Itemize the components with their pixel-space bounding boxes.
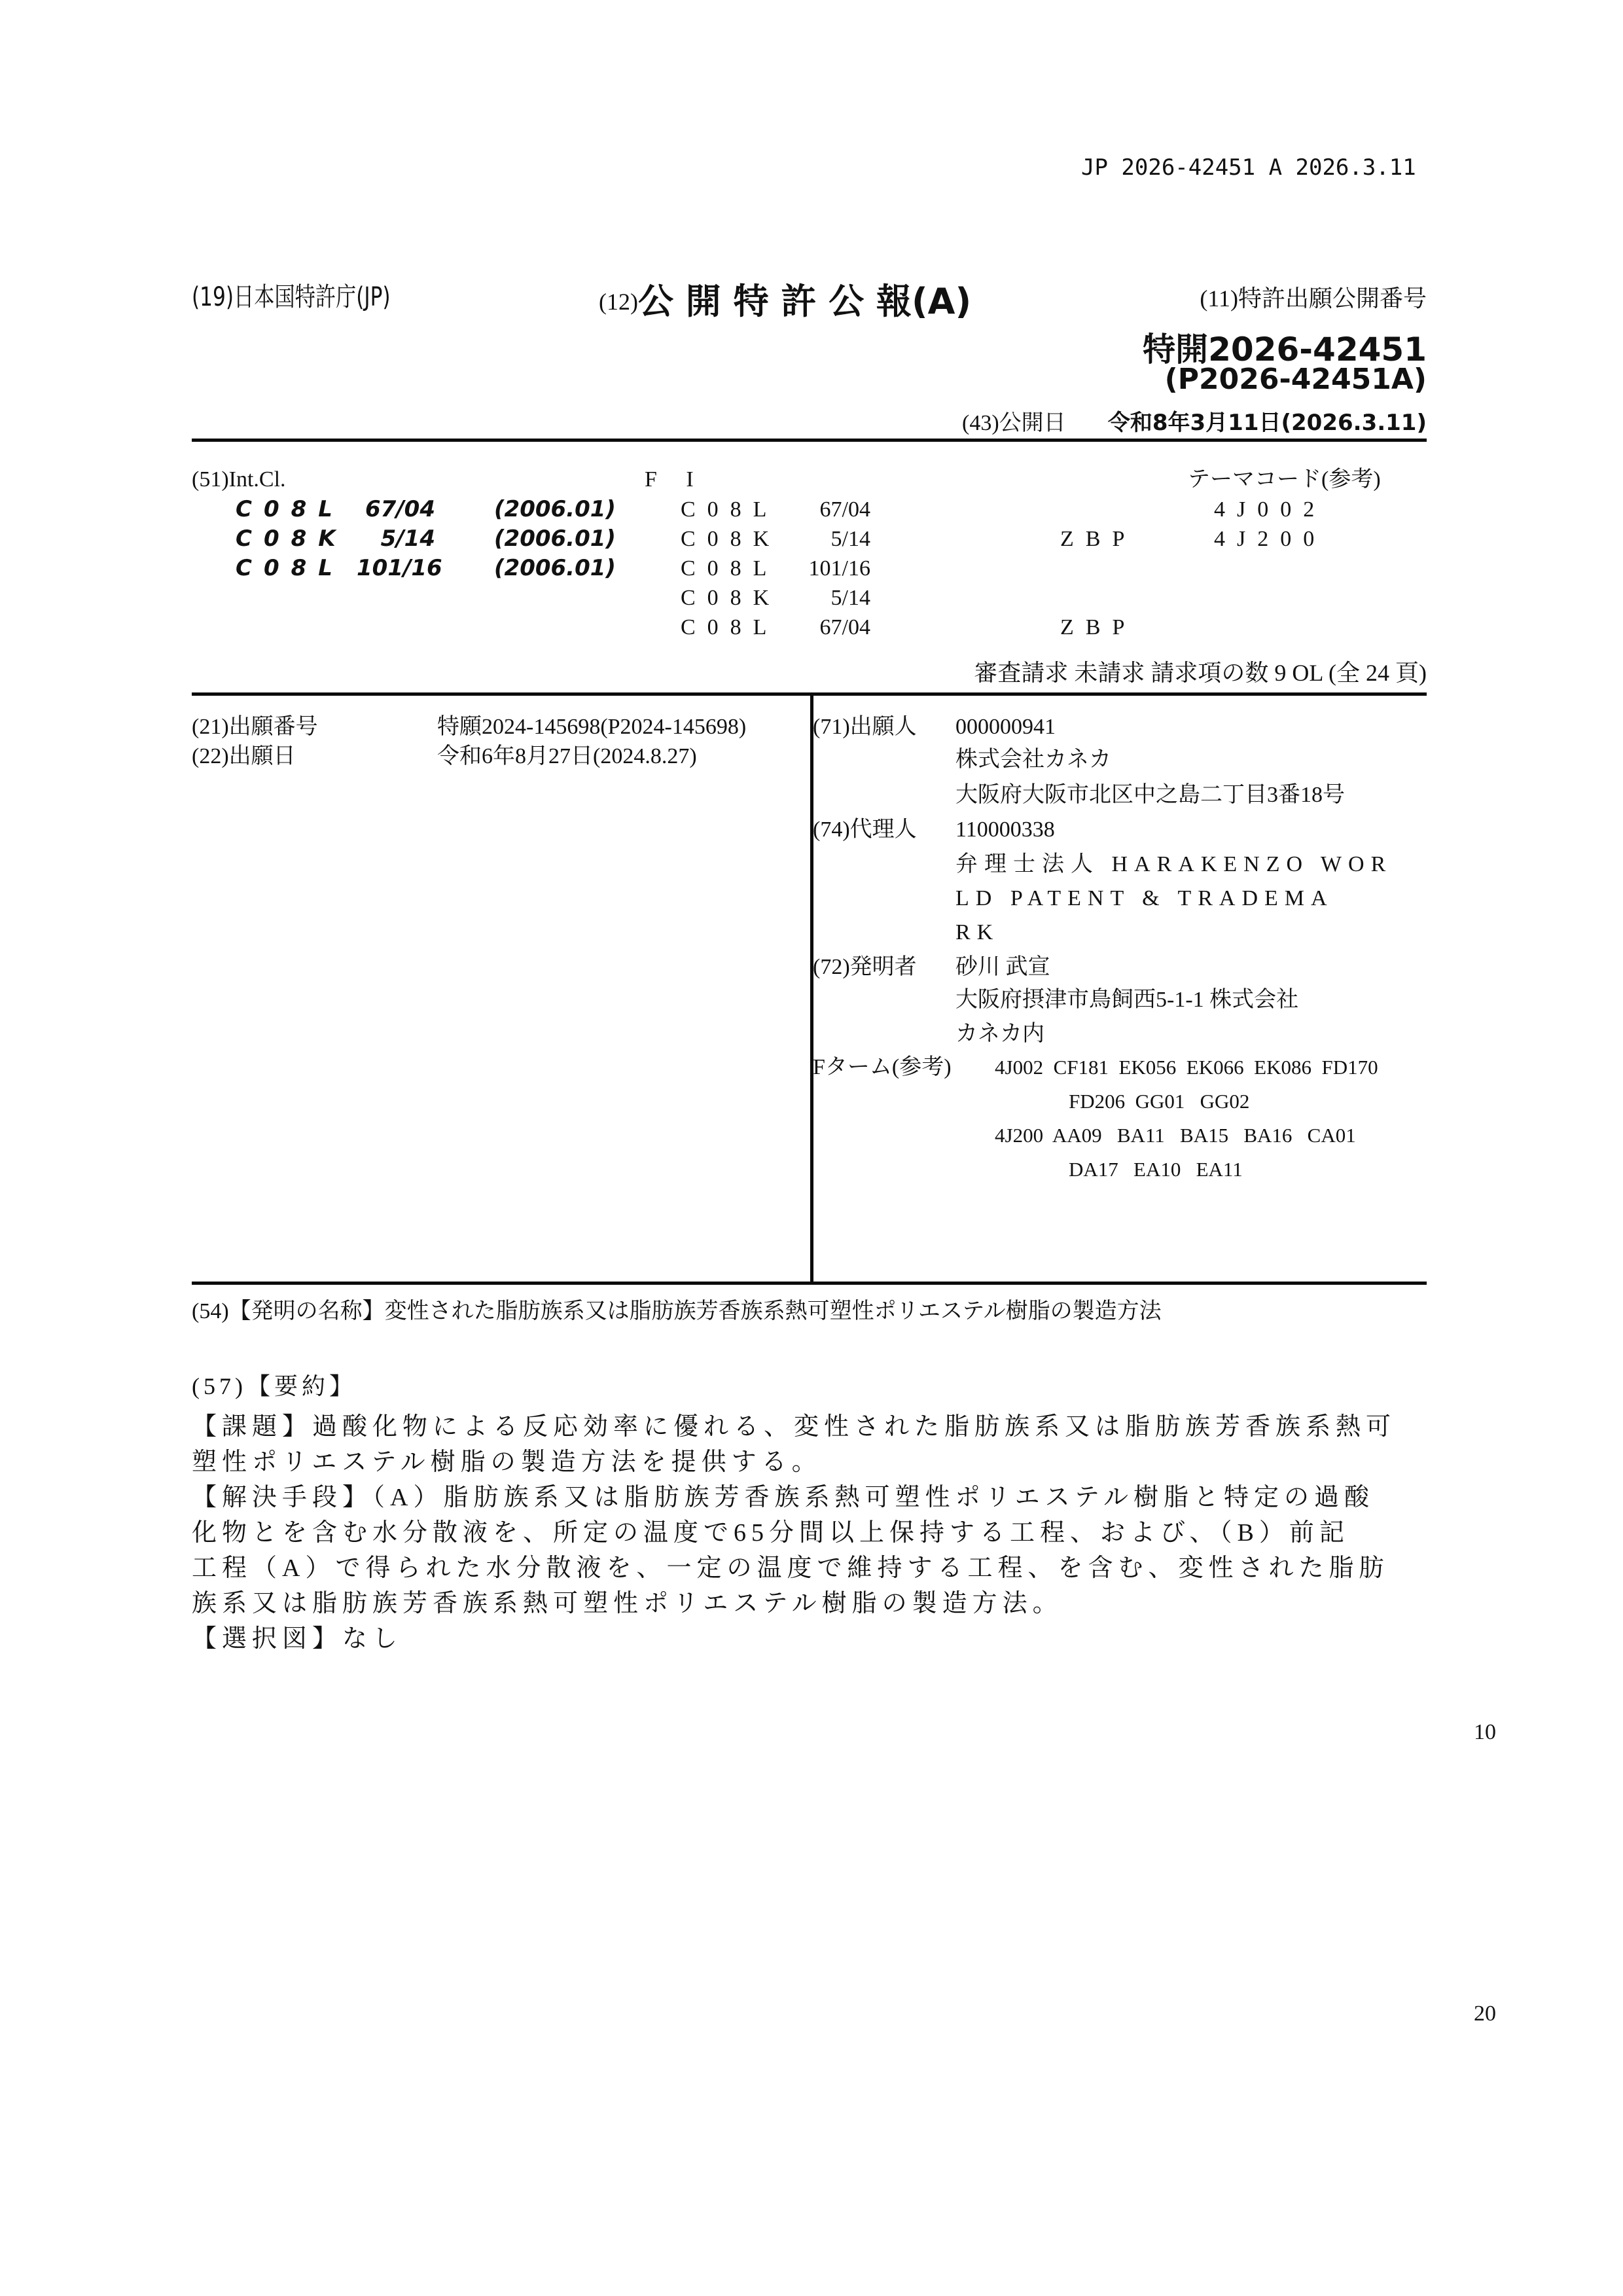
intcl-label: (51)Int.Cl. [192,467,286,492]
abstract-line: 族系又は脂肪族芳香族系熱可塑性ポリエステル樹脂の製造方法。 [192,1590,1063,1617]
fterm-line: FD206 GG01 GG02 [1069,1090,1250,1113]
rule-top [192,439,1427,442]
applicant-code: 000000941 [955,715,1056,739]
abstract-line: 【解決手段】（A）脂肪族系又は脂肪族芳香族系熱可塑性ポリエステル樹脂と特定の過酸 [192,1484,1375,1511]
abstract-heading: (57)【要約】 [192,1373,357,1399]
intcl-code: C08K [236,526,348,552]
agent-name-line: RK [955,920,1000,944]
abstract-line: 【選択図】なし [192,1625,403,1653]
theme-code-label: テーマコード(参考) [1188,467,1381,492]
invention-title [192,1293,1162,1325]
fi-group: 67/04 [819,615,870,639]
invention-title-label: (54)【発明の名称】 [192,1299,385,1323]
agent-label: (74)代理人 [813,817,917,842]
intcl-code: C08L [236,496,344,522]
publication-number-alt: (P2026-42451A) [1164,363,1427,396]
fterm-line: DA17 EA10 EA11 [1069,1158,1243,1181]
fi-label: F I [645,467,705,492]
rule-middle [192,692,1427,696]
fi-code: C08L [681,615,779,639]
fi-suffix: ZBP [1060,615,1137,639]
fi-code: C08L [681,556,779,581]
invention-title-text: 変性された脂肪族系又は脂肪族芳香族系熱可塑性ポリエステル樹脂の製造方法 [384,1299,1162,1323]
fterm-label: Fターム(参考) [813,1055,952,1079]
abstract-line: 【課題】過酸化物による反応効率に優れる、変性された脂肪族系又は脂肪族芳香族系熱可 [192,1413,1397,1441]
publication-type [599,274,971,324]
fi-group: 67/04 [819,497,870,522]
margin-line-number: 10 [1474,1720,1496,1744]
fi-code: C08L [681,497,779,522]
intcl-version: (2006.01) [494,526,616,552]
applicant-name: 株式会社カネカ [955,747,1111,772]
inventor-name: 砂川 武宣 [955,955,1050,979]
publication-date-label: (43)公開日 [962,411,1066,435]
publication-date: 令和8年3月11日(2026.3.11) [1107,410,1427,436]
intcl-version: (2006.01) [494,555,616,581]
theme-code: 4J002 [1214,497,1327,522]
publication-type-title: 公 開 特 許 公 報(A) [637,281,972,322]
agent-name-line: 弁理士法人 HARAKENZO WOR [955,852,1393,876]
inventor-address: カネカ内 [955,1022,1044,1046]
fterm-line: 4J002 CF181 EK056 EK066 EK086 FD170 [995,1056,1378,1079]
intcl-group: 67/04 [365,496,435,522]
intcl-group: 5/14 [380,526,435,552]
publication-number: 特開2026-42451 [1143,331,1427,368]
column-divider [810,692,813,1285]
document-reference: JP 2026-42451 A 2026.3.11 [1081,154,1416,181]
fi-group: 5/14 [830,527,870,551]
application-number-label: (21)出願番号 [192,715,318,739]
patent-office: (19)日本国特許庁(JP) [192,282,391,312]
agent-code: 110000338 [955,817,1055,842]
applicant-label: (71)出願人 [813,715,917,739]
intcl-group: 101/16 [357,555,442,581]
inventor-label: (72)発明者 [813,955,917,979]
fi-group: 101/16 [808,556,870,581]
publication-type-number: (12) [599,289,638,315]
fi-code: C08K [681,527,781,551]
intcl-code: C08L [236,555,344,581]
rule-bottom [192,1282,1427,1285]
examination-status: 審査請求 未請求 請求項の数 9 OL (全 24 頁) [974,660,1427,686]
abstract-line: 工程（A）で得られた水分散液を、一定の温度で維持する工程、を含む、変性された脂肪 [192,1554,1389,1582]
abstract-line: 塑性ポリエステル樹脂の製造方法を提供する。 [192,1448,822,1476]
intcl-version: (2006.01) [494,496,616,522]
publication-number-label: (11)特許出願公開番号 [1200,285,1427,312]
application-date-label: (22)出願日 [192,744,296,768]
fi-group: 5/14 [830,586,870,610]
fi-code: C08K [681,586,781,610]
application-date: 令和6年8月27日(2024.8.27) [437,744,697,768]
fi-suffix: ZBP [1060,527,1137,551]
application-number: 特願2024-145698(P2024-145698) [437,715,747,739]
agent-name-line: LD PATENT & TRADEMA [955,886,1334,910]
theme-code: 4J200 [1214,527,1327,551]
inventor-address: 大阪府摂津市鳥飼西5-1-1 株式会社 [955,988,1299,1012]
margin-line-number: 20 [1474,2001,1496,2026]
abstract-line: 化物とを含む水分散液を、所定の温度で65分間以上保持する工程、および、（B）前記 [192,1519,1349,1547]
applicant-address: 大阪府大阪市北区中之島二丁目3番18号 [955,783,1345,807]
fterm-line: 4J200 AA09 BA11 BA15 BA16 CA01 [995,1124,1356,1147]
